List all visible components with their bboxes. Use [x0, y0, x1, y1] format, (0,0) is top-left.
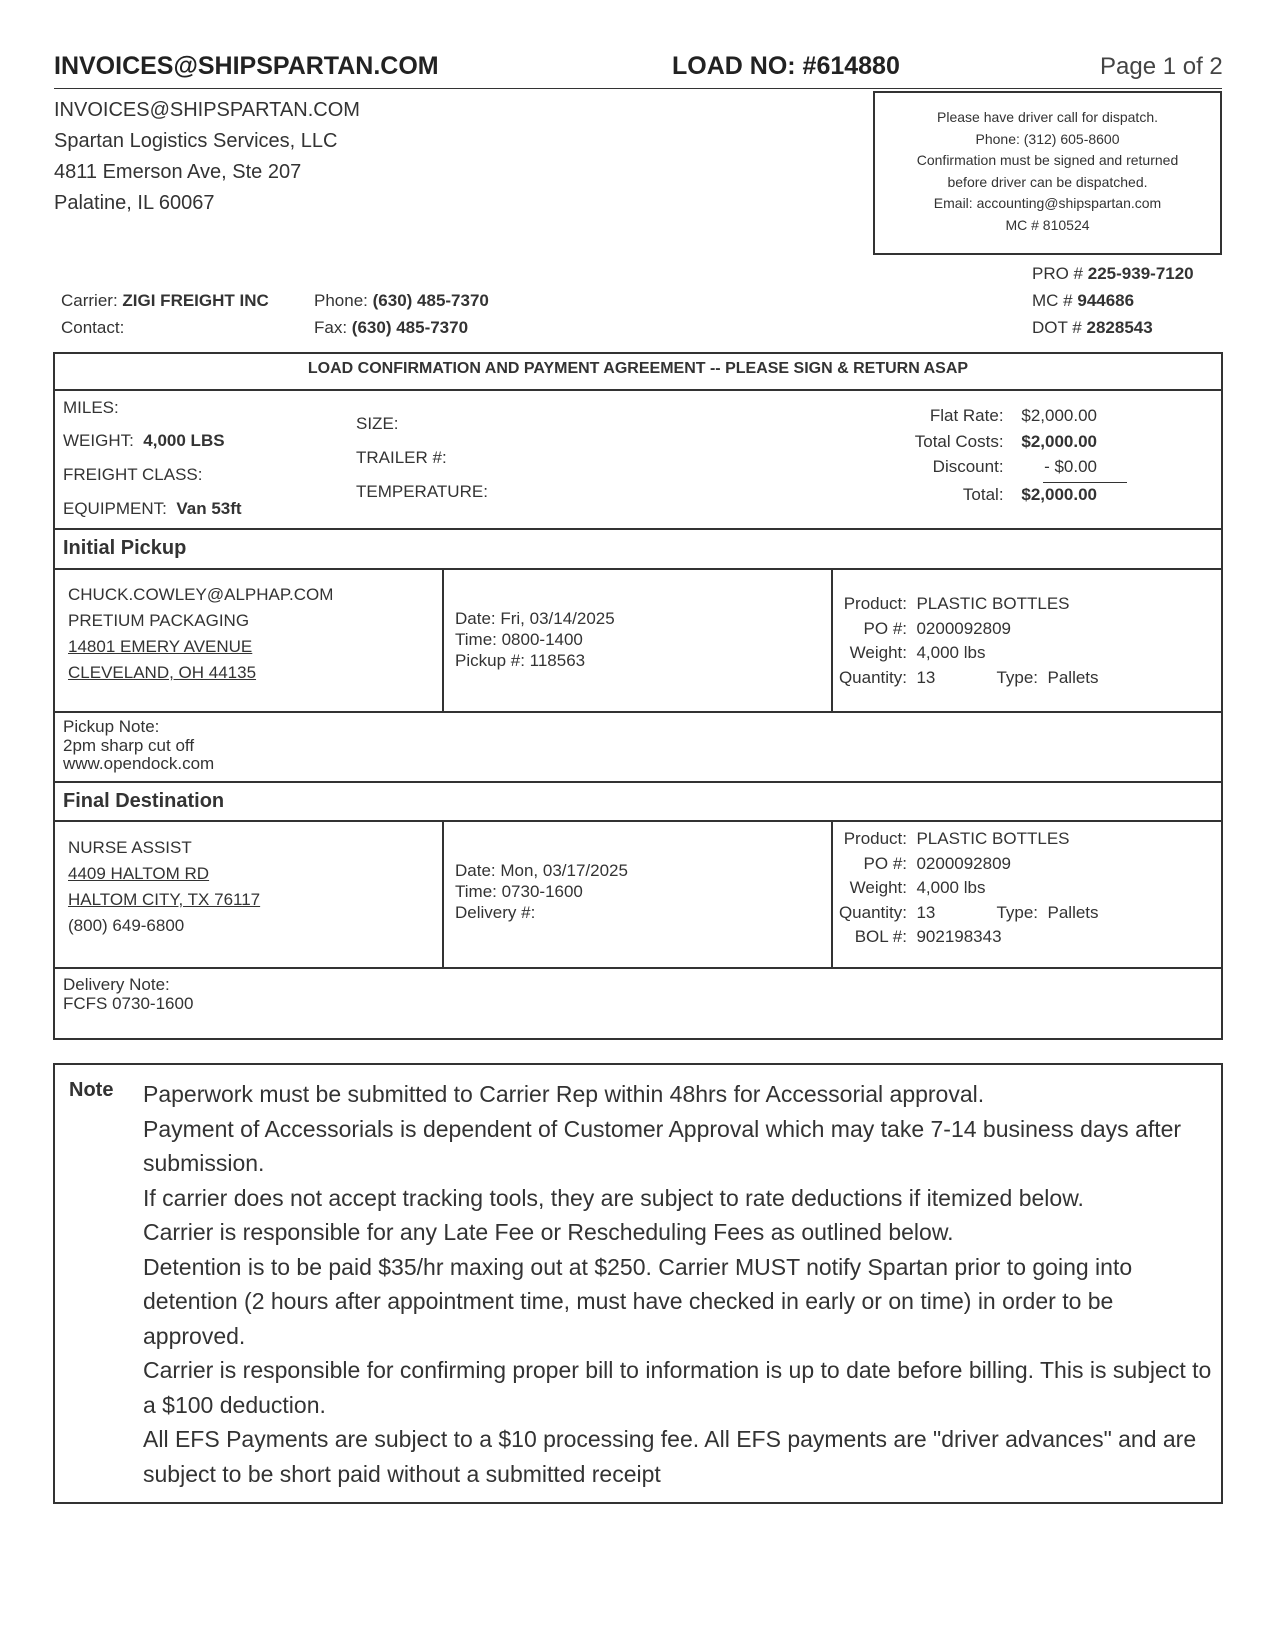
dispatch-line: Confirmation must be signed and returned — [916, 152, 1179, 168]
delivery-number: Delivery #: — [455, 903, 536, 922]
page-indicator: Page 1 of 2 — [1100, 53, 1223, 80]
delivery-note: Delivery Note: FCFS 0730-1600 — [63, 975, 194, 1013]
destination-product-details: Product: PLASTIC BOTTLES PO #: 0200092809 Weight: 4,000 lbs Quantity: 13 Type: Pallets BOL #: 902198343 — [838, 829, 1099, 946]
divider — [55, 389, 1221, 391]
note-paragraph: Payment of Accessorials is dependent of Customer Approval which may take 7-14 business days after submission. — [143, 1115, 1182, 1176]
pickup-note: Pickup Note: 2pm sharp cut off www.opendock.com — [63, 717, 215, 773]
dispatch-line: before driver can be dispatched. — [947, 173, 1148, 190]
dispatch-line: Email: accounting@shipspartan.com — [933, 195, 1162, 211]
broker-email: INVOICES@SHIPSPARTAN.COM — [54, 99, 360, 121]
note-paragraph: If carrier does not accept tracking tools, they are subject to rate deductions if itemized below. — [143, 1184, 1084, 1211]
divider — [55, 528, 1221, 530]
note-paragraph: Detention is to be paid $35/hr maxing out at $250. Carrier MUST notify Spartan prior to going into detention (2 hours after appointment time, must have checked in early or on time) in order to be approved. — [143, 1253, 1133, 1349]
final-destination-heading: Final Destination — [63, 790, 225, 812]
pickup-company: PRETIUM PACKAGING — [68, 611, 250, 630]
broker-city: Palatine, IL 60067 — [54, 192, 215, 214]
dot-number: DOT # 2828543 — [1032, 318, 1153, 337]
broker-address — [54, 95, 360, 219]
destination-street: 4409 HALTOM RD — [68, 864, 210, 883]
initial-pickup-heading: Initial Pickup — [63, 537, 187, 559]
destination-address — [68, 835, 260, 939]
dispatch-line: MC # 810524 — [1005, 216, 1090, 233]
load-confirmation-table — [53, 352, 1223, 1040]
equipment-field: EQUIPMENT: Van 53ft — [63, 499, 242, 518]
note-paragraph: Carrier is responsible for confirming proper bill to information is up to date before billing. This is subject to a $100 deduction. — [143, 1357, 1212, 1418]
discount: Discount: - $0.00 — [932, 457, 1097, 476]
divider — [55, 711, 1221, 713]
miles-label: MILES: — [63, 398, 119, 417]
agreement-title: LOAD CONFIRMATION AND PAYMENT AGREEMENT -- PLEASE SIGN & RETURN ASAP — [307, 360, 969, 377]
destination-city: HALTOM CITY, TX 76117 — [68, 890, 261, 909]
pickup-address — [68, 582, 333, 686]
size-label: SIZE: — [356, 414, 399, 433]
pickup-product-details: Product: PLASTIC BOTTLES PO #: 0200092809 Weight: 4,000 lbs Quantity: 13 Type: Pallets — [838, 594, 1099, 687]
carrier-info — [61, 287, 269, 341]
column-divider — [442, 568, 444, 711]
carrier-phone: Phone: (630) 485-7370 — [314, 291, 489, 310]
dispatch-line: Phone: (312) 605-8600 — [975, 130, 1120, 147]
delivery-time: Time: 0730-1600 — [455, 882, 583, 901]
carrier-fax: Fax: (630) 485-7370 — [314, 318, 469, 337]
divider — [55, 781, 1221, 783]
delivery-schedule — [455, 860, 628, 923]
broker-street: 4811 Emerson Ave, Ste 207 — [54, 161, 302, 183]
pickup-date: Date: Fri, 03/14/2025 — [455, 609, 615, 628]
weight-field: WEIGHT: 4,000 LBS — [63, 431, 225, 450]
dispatch-instructions — [873, 91, 1222, 255]
note-text — [143, 1077, 1213, 1491]
pickup-time: Time: 0800-1400 — [455, 630, 583, 649]
pickup-city: CLEVELAND, OH 44135 — [68, 663, 257, 682]
terms-notes — [53, 1063, 1223, 1504]
broker-name: Spartan Logistics Services, LLC — [54, 130, 338, 152]
carrier-phone-fax — [314, 287, 489, 341]
carrier-contact: Contact: — [61, 318, 125, 337]
divider — [55, 967, 1221, 969]
total-costs: Total Costs: $2,000.00 — [914, 432, 1097, 451]
pickup-number: Pickup #: 118563 — [455, 651, 586, 670]
pickup-street: 14801 EMERY AVENUE — [68, 637, 253, 656]
freight-class-label: FREIGHT CLASS: — [63, 465, 203, 484]
header-divider — [54, 88, 1222, 89]
pickup-email: CHUCK.COWLEY@ALPHAP.COM — [68, 585, 334, 604]
column-divider — [442, 820, 444, 967]
trailer-label: TRAILER #: — [356, 448, 447, 467]
total: Total: $2,000.00 — [962, 485, 1097, 504]
divider — [55, 820, 1221, 822]
carrier-name: Carrier: ZIGI FREIGHT INC — [61, 291, 269, 310]
temperature-label: TEMPERATURE: — [356, 482, 488, 501]
load-number: LOAD NO: #614880 — [672, 52, 900, 80]
divider — [55, 568, 1221, 570]
pickup-schedule — [455, 608, 615, 671]
pro-number: PRO # 225-939-7120 — [1032, 264, 1194, 283]
destination-company: NURSE ASSIST — [68, 838, 192, 857]
total-rule — [1043, 482, 1127, 483]
flat-rate: Flat Rate: $2,000.00 — [929, 406, 1097, 425]
note-paragraph: All EFS Payments are subject to a $10 processing fee. All EFS payments are "driver advances" and are subject to be short paid without a submitted receipt — [143, 1426, 1197, 1487]
mc-number: MC # 944686 — [1032, 291, 1135, 310]
destination-phone: (800) 649-6800 — [68, 916, 185, 935]
header-email: INVOICES@SHIPSPARTAN.COM — [54, 52, 439, 80]
carrier-ids — [1032, 260, 1194, 341]
delivery-date: Date: Mon, 03/17/2025 — [455, 861, 628, 880]
note-label: Note — [69, 1079, 114, 1101]
note-paragraph: Paperwork must be submitted to Carrier Rep within 48hrs for Accessorial approval. — [143, 1081, 985, 1107]
dispatch-line: Please have driver call for dispatch. — [937, 109, 1158, 125]
note-paragraph: Carrier is responsible for any Late Fee or Rescheduling Fees as outlined below. — [143, 1219, 954, 1245]
